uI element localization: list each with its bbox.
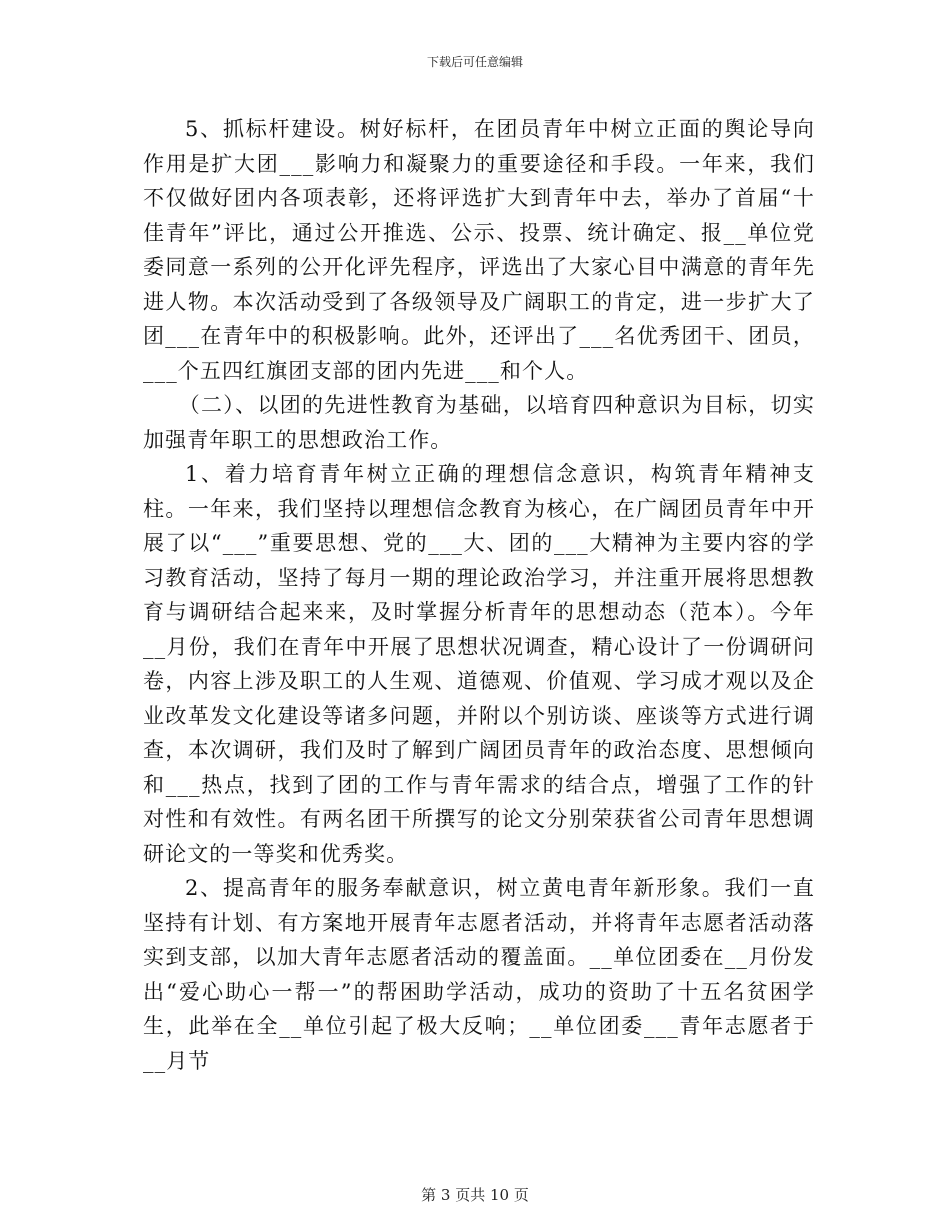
section-heading-two: （二）、以团的先进性教育为基础，以培育四种意识为目标，切实加强青年职工的思想政治工作。 [143,393,815,452]
page-number-footer: 第 3 页共 10 页 [421,1186,529,1204]
page-header: 下载后可任意编辑 [426,55,523,69]
paragraph-benchmark-construction: 5、抓标杆建设。树好标杆，在团员青年中树立正面的舆论导向作用是扩大团___影响力和凝聚力的重要途径和手段。一年来，我们不仅做好团内各项表彰，还将评选扩大到青年中去，举办了首届“十佳青年”评比，通过公开推选、公示、投票、统计确定、报__单位党委同意一系列的公开化评先程序，评选出了大家心目中满意的青年先进人物。本次活动受到了各级领导及广阔职工的肯定，进一步扩大了团___在青年中的积极影响。此外，还评出了___名优秀团干、团员，___个五四红旗团支部的团内先进___和个人。 [143,117,815,383]
paragraph-ideals-belief: 1、着力培育青年树立正确的理想信念意识，构筑青年精神支柱。一年来，我们坚持以理想信念教育为核心，在广阔团员青年中开展了以“___”重要思想、党的___大、团的___大精神为主要内容的学习教育活动，坚持了每月一期的理论政治学习，并注重开展将思想教育与调研结合起来来，及时掌握分析青年的思想动态（范本）。今年__月份，我们在青年中开展了思想状况调查，精心设计了一份调研问卷，内容上涉及职工的人生观、道德观、价值观、学习成才观以及企业改革发文化建设等诸多问题，并附以个别访谈、座谈等方式进行调查，本次调研，我们及时了解到广阔团员青年的政治态度、思想倾向和___热点，找到了团的工作与青年需求的结合点，增强了工作的针对性和有效性。有两名团干所撰写的论文分别荣获省公司青年思想调研论文的一等奖和优秀奖。 [143,462,815,866]
document-body [143,112,815,1078]
paragraph-service-volunteer: 2、提高青年的服务奉献意识，树立黄电青年新形象。我们一直坚持有计划、有方案地开展青年志愿者活动，并将青年志愿者活动落实到支部，以加大青年志愿者活动的覆盖面。__单位团委在__月份发出“爱心助心一帮一”的帮困助学活动，成功的资助了十五名贫困学生，此举在全__单位引起了极大反响；__单位团委___青年志愿者于__月节 [143,876,815,1073]
